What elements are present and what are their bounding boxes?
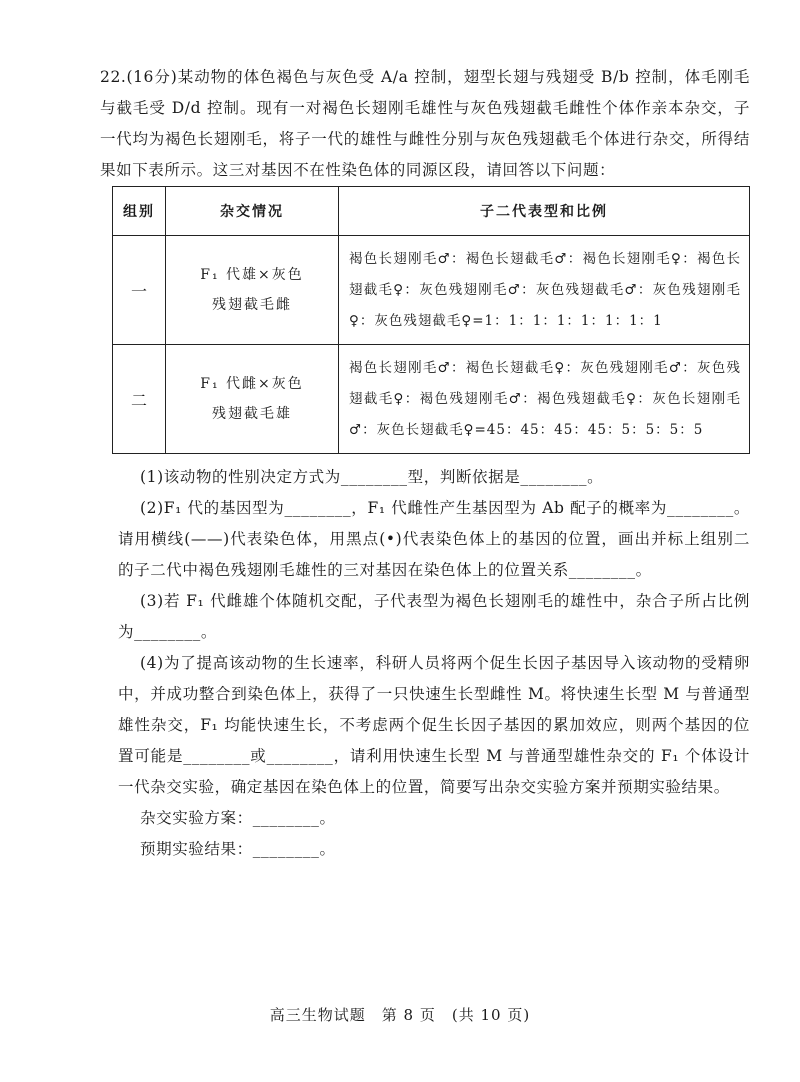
cross-cell: [166, 345, 339, 454]
cross-line-1: F₁ 代雌×灰色: [200, 376, 304, 392]
cross-line-1: F₁ 代雄×灰色: [200, 267, 304, 283]
results-table: [112, 186, 750, 454]
question-4-result: 预期实验结果：________。: [140, 840, 336, 858]
question-2: (2)F₁ 代的基因型为________，F₁ 代雌性产生基因型为 Ab 配子的概率为________。请用横线(——)代表染色体，用黑点(•)代表染色体上的基因的位置，画出并标上组别二的子二代中褐色残翅刚毛雄性的三对基因在染色体上的位置关系________。: [118, 499, 750, 579]
question-1: (1)该动物的性别决定方式为________型，判断依据是________。: [140, 468, 604, 486]
cross-line-2: 残翅截毛雄: [212, 406, 292, 422]
question-22-intro: 22.(16分)某动物的体色褐色与灰色受 A/a 控制，翅型长翅与残翅受 B/b 控制，体毛刚毛与截毛受 D/d 控制。现有一对褐色长翅刚毛雄性与灰色残翅截毛雌性个体作亲本杂交，子一代均为褐色长翅刚毛，将子一代的雄性与雌性分别与灰色残翅截毛个体进行杂交，所得结果如下表所示。这三对基因不在性染色体的同源区段，请回答以下问题：: [100, 68, 750, 179]
cross-cell: [166, 236, 339, 345]
group-cell: 一: [113, 236, 166, 345]
result-cell: 褐色长翅刚毛♂：褐色长翅截毛♀：灰色残翅刚毛♂：灰色残翅截毛♀：褐色残翅刚毛♂：褐色残翅截毛♀：灰色长翅刚毛♂：灰色长翅截毛♀=45：45：45：45：5：5：5：5: [339, 345, 750, 454]
question-4: (4)为了提高该动物的生长速率，科研人员将两个促生长因子基因导入该动物的受精卵中，并成功整合到染色体上，获得了一只快速生长型雌性 M。将快速生长型 M 与普通型雄性杂交，F₁ 均能快速生长，不考虑两个促生长因子基因的累加效应，则两个基因的位置可能是________或________，请利用快速生长型 M 与普通型雄性杂交的 F₁ 个体设计一代杂交实验，确定基因在染色体上的位置，简要写出杂交实验方案并预期实验结果。: [118, 654, 751, 796]
header-cross: 杂交情况: [166, 187, 339, 236]
table-header-row: [113, 187, 750, 236]
question-3: (3)若 F₁ 代雌雄个体随机交配，子代表型为褐色长翅刚毛的雄性中，杂合子所占比例为________。: [118, 592, 750, 641]
table-row: [113, 345, 750, 454]
group-cell: 二: [113, 345, 166, 454]
header-group: 组别: [113, 187, 166, 236]
question-4-plan: 杂交实验方案：________。: [140, 809, 336, 827]
table-row: [113, 236, 750, 345]
result-cell: 褐色长翅刚毛♂：褐色长翅截毛♂：褐色长翅刚毛♀：褐色长翅截毛♀：灰色残翅刚毛♂：灰色残翅截毛♂：灰色残翅刚毛♀：灰色残翅截毛♀=1：1：1：1：1：1：1：1: [339, 236, 750, 345]
cross-line-2: 残翅截毛雌: [212, 297, 292, 313]
page-footer: 高三生物试题 第 8 页 (共 10 页): [269, 1006, 531, 1024]
header-result: 子二代表型和比例: [339, 187, 750, 236]
